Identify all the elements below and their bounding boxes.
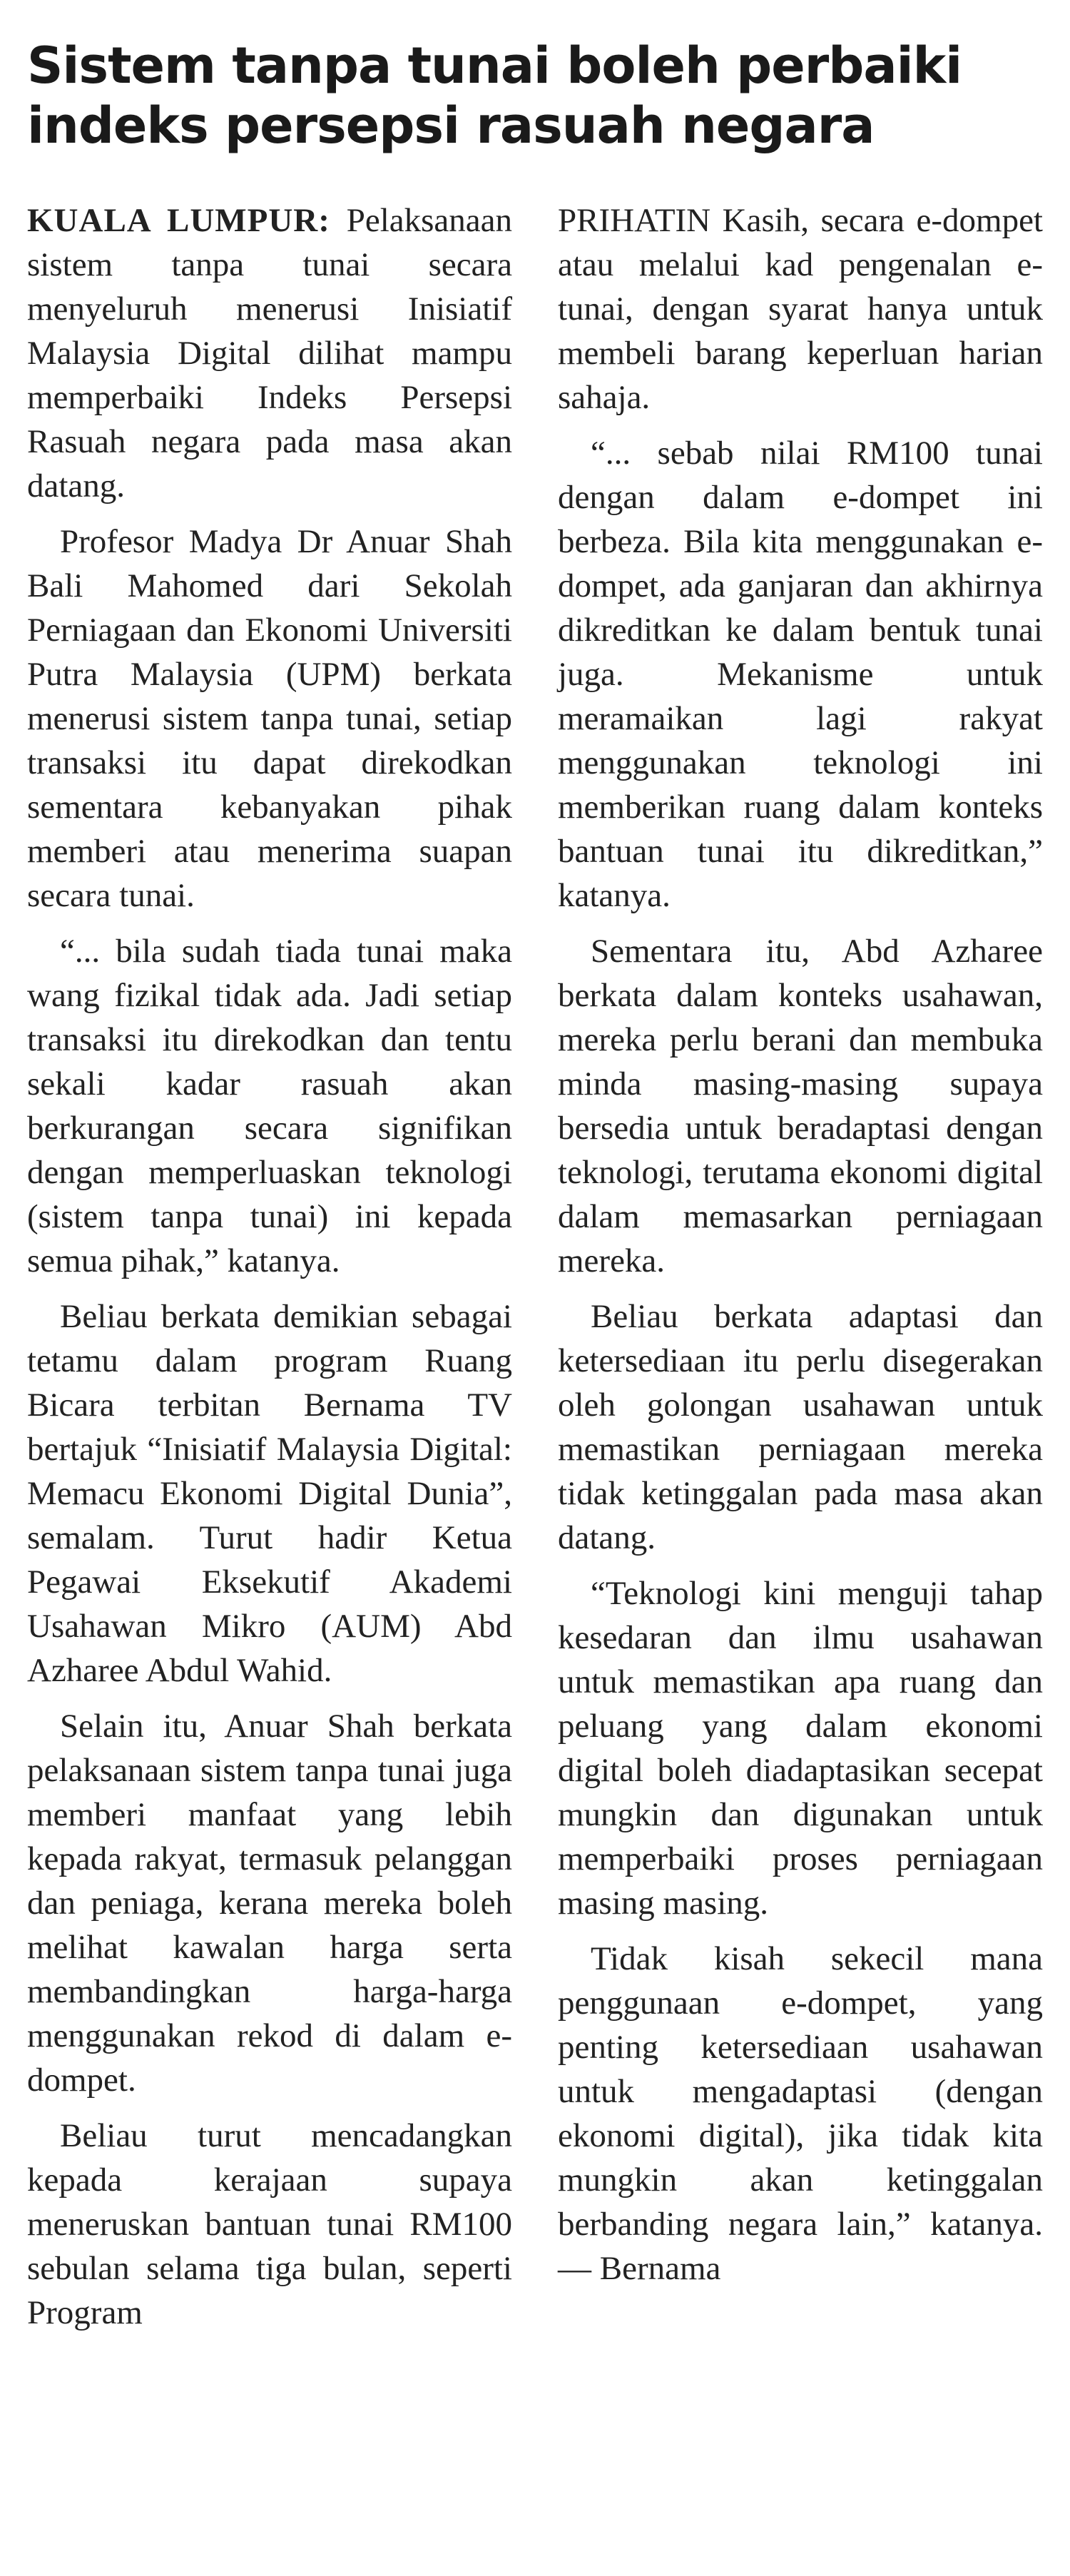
paragraph: Beliau turut mencadangkan kepada kerajaan supaya meneruskan bantuan tunai RM100 sebulan selama tiga bulan, seperti Program bbox=[27, 2117, 512, 2331]
paragraph: Tidak kisah sekecil mana penggunaan e-dompet, yang penting ketersediaan usahawan untuk mengadaptasi (dengan ekonomi digital), jika tidak kita mungkin akan ketinggalan berbanding negara lain,” katanya. — Bernama bbox=[558, 1940, 1043, 2287]
paragraph: Sementara itu, Abd Azharee berkata dalam konteks usahawan, mereka perlu berani dan membuka minda masing-masing supaya bersedia untuk beradaptasi dengan teknologi, terutama ekonomi digital dalam memasarkan perniagaan mereka. bbox=[558, 933, 1043, 1279]
paragraph: “... sebab nilai RM100 tunai dengan dalam e-dompet ini berbeza. Bila kita menggunakan e-dompet, ada ganjaran dan akhirnya dikreditkan ke dalam bentuk tunai juga. Mekanisme untuk meramaikan lagi rakyat menggunakan teknologi ini memberikan ruang dalam konteks bantuan tunai itu dikreditkan,” katanya. bbox=[558, 435, 1043, 914]
paragraph: Selain itu, Anuar Shah berkata pelaksanaan sistem tanpa tunai juga memberi manfaat yang lebih kepada rakyat, termasuk pelanggan dan peniaga, kerana mereka boleh melihat kawalan harga serta membandingkan harga-harga menggunakan rekod di dalam e-dompet. bbox=[27, 1708, 512, 2099]
column-left bbox=[27, 198, 512, 2346]
paragraph: Beliau berkata demikian sebagai tetamu dalam program Ruang Bicara terbitan Bernama TV bertajuk “Inisiatif Malaysia Digital: Memacu Ekonomi Digital Dunia”, semalam. Turut hadir Ketua Pegawai Eksekutif Akademi Usahawan Mikro (AUM) Abd Azharee Abdul Wahid. bbox=[27, 1298, 512, 1689]
paragraph-text: Pelaksanaan sistem tanpa tunai secara menyeluruh menerusi Inisiatif Malaysia Digital dilihat mampu memperbaiki Indeks Persepsi Rasuah negara pada masa akan datang. bbox=[27, 202, 512, 504]
column-right bbox=[558, 198, 1043, 2346]
headline bbox=[27, 36, 1043, 156]
paragraph: “Teknologi kini menguji tahap kesedaran dan ilmu usahawan untuk memastikan apa ruang dan peluang yang dalam ekonomi digital boleh diadaptasikan secepat mungkin dan digunakan untuk memperbaiki proses perniagaan masing masing. bbox=[558, 1575, 1043, 1922]
paragraph: “... bila sudah tiada tunai maka wang fizikal tidak ada. Jadi setiap transaksi itu direkodkan dan tentu sekali kadar rasuah akan berkurangan secara signifikan dengan memperluaskan teknologi (sistem tanpa tunai) ini kepada semua pihak,” katanya. bbox=[27, 933, 512, 1279]
paragraph: Beliau berkata adaptasi dan ketersediaan itu perlu disegerakan oleh golongan usahawan untuk memastikan perniagaan mereka tidak ketinggalan pada masa akan datang. bbox=[558, 1298, 1043, 1556]
headline-line-2: indeks persepsi rasuah negara bbox=[27, 96, 875, 155]
dateline: KUALA LUMPUR: bbox=[27, 202, 330, 239]
paragraph: Profesor Madya Dr Anuar Shah Bali Mahomed dari Sekolah Perniagaan dan Ekonomi Universiti Putra Malaysia (UPM) berkata menerusi sistem tanpa tunai, setiap transaksi itu dapat direkodkan sementara kebanyakan pihak memberi atau menerima suapan secara tunai. bbox=[27, 523, 512, 914]
paragraph bbox=[27, 198, 512, 508]
paragraph: PRIHATIN Kasih, secara e-dompet atau melalui kad pengenalan e-tunai, dengan syarat hanya untuk membeli barang keperluan harian sahaja. bbox=[558, 202, 1043, 416]
article-body bbox=[27, 198, 1043, 2346]
headline-line-1: Sistem tanpa tunai boleh perbaiki bbox=[27, 36, 962, 95]
